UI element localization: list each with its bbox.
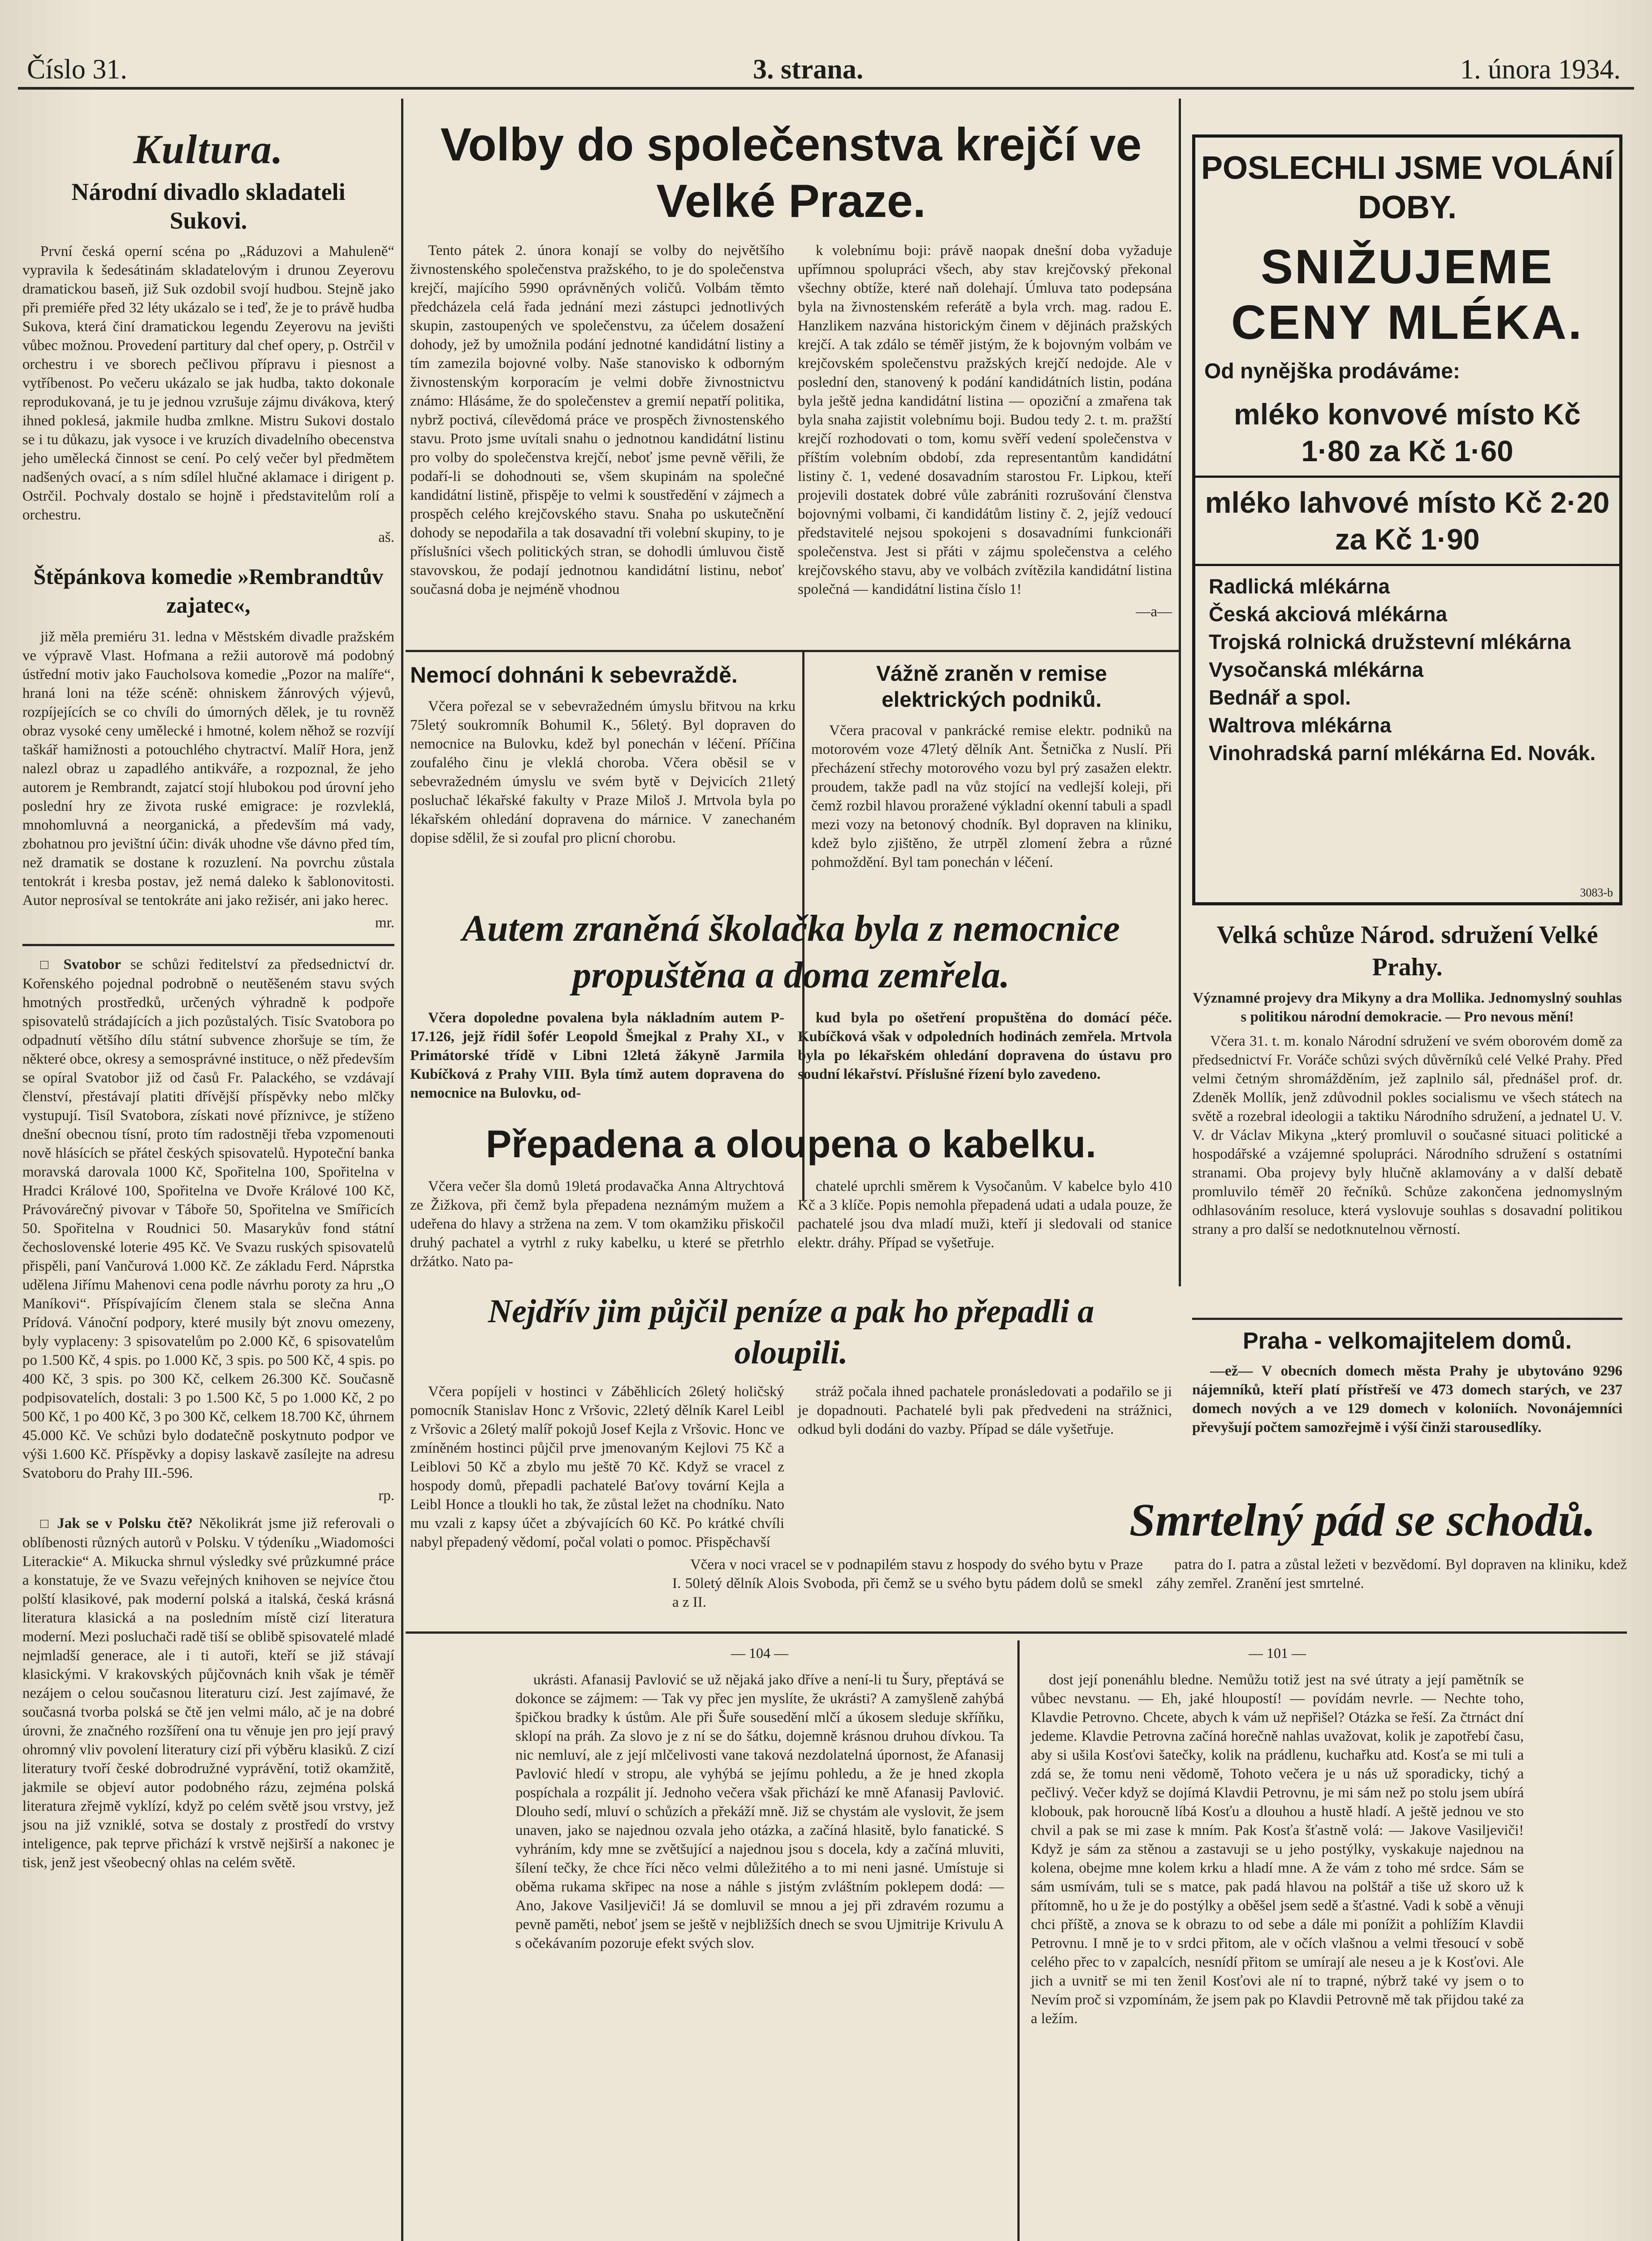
domy-article: Praha - velkomajitelem domů. —ež— V obecních domech města Prahy je ubytováno 9296 nájemníků, kteří platí přístřeší ve 473 domech starých, ve 237 domech nových a ve 129 domech v koloniích. Novonájemníci převyšují počtem samozřejmě i výší činži starousedlíky.: [1192, 1327, 1622, 1479]
folio-left: — 104 —: [731, 1645, 788, 1661]
skolacka-article: [410, 905, 1172, 1116]
feuilleton-left: — 104 — ukrásti. Afanasij Pavlović se už nějaká jako dříve a není-li tu Šury, přeptává se dokonce se zájmem: — Tak vy přec jen myslíte, že ukrásti? A zamyšleně zahýbá špičkou bradky k ústům. Ale při Šuře sousedění mlčí a úkosem sleduje skříňku, sklopí na práh. Za slovo je z ní se do šátku, dojemně krásnou druhou dívkou. Ta nic nemluví, ale z její mlčelivosti vane taková nezdolatelná úpornost, že Afanasij Pavlović hledí v stropu, ale vyhýbá se jejímu pohledu, a že je hned zkopla pospíchala a rozpálit jí. Jednoho večera však přichází ke mně Afanasij Pavlović. Dlouho sedí, mluví o schůzích a překáží mně. Již se chystám ale vyslovit, že jsem unaven, jako se najednou ozvala jeho otázka, a začíná hlasitě, bylo fanatické. S vyhráním, kdy mne se zvětšující a najednou jsou s docela, kdy a začíná mluviti, šílení tečky, že chce říci něco velmi důležitého a to mi neni jasné. Umístuje si oběma rukama skřipec na nose a náhle s jistým zvláštním poklepem dodá: — Ano, Jakove Vasiljeviči! Já se domluvil se mnou a jej při zdravém rozumu a pevně paměti, neboť jsem se ještě v nejbližších dnech se svou Ujmitrije Krivulu A s očekávaním pozoruje efekt svých slov.: [515, 1645, 1004, 1951]
column-rule-left: [401, 99, 403, 2241]
pad-article: Smrtelný pád se schodů. Včera v noci vracel se v podnapilém stavu z hospody do svého bytu v Praze I. 50letý dělník Alois Svoboda, při čemž se u svého bytu pádem dolů se smekl a z II. patra do I. patra a zůstal ležeti v bezvědomí. Byl dopraven na kliniku, kdež záhy zemřel. Zranění jest smrtelné.: [672, 1493, 1627, 1627]
ad-headline-1: POSLECHLI JSME VOLÁNÍ DOBY.: [1201, 150, 1614, 225]
article-body-sukovi: První česká operní scéna po „Ráduzovi a Mahuleně“ vypravila k šedesátinám skladatelovým i drunou Zeyerovu dramatickou baseň, již Suk ozdobil svojí hudbou. Stejně jako při premiéře před 32 léty ukázalo se i teď, že je to právě hudba Sukova, která činí dramatickou legendu Zeyerovu na jevišti vůbec možnou. Provedení partitury dal chef opery, p. Ostrčil v orchestru i ve sborech pečlivou přípravu i piesnost a vytříbenost. Po večeru ukázalo se jak hudba, takto dokonale reprodukovaná, je tu je jednou vzrušuje zájmu divákova, který ihned poklesá, jakmile hudba zmlkne. Mistru Sukovi dostalo se i tu důkazu, jak vysoce i ve kruzích divadelního obecenstva jeho umělecká činnost se cení. Po celý večer byl předmětem nadšených ovací, a s ním sdílel hlučné aklamace i dirigent p. Ostrčil. Pochvaly dostalo se hojně i představitelům rolí a orchestru. aš.: [22, 242, 394, 547]
ad-dairy-item: Trojská rolnická družstevní mlékárna: [1209, 630, 1571, 653]
pujcil-article: Nejdřív jim půjčil peníze a pak ho přepadli a oloupili. Včera popíjeli v hostinci v Záběhlicích 26letý holičský pomocník Stanislav Honc z Vršovic, 22letý dělník Karel Leibl z Vršovic a 26letý malíř pokojů Josef Kejla z Vršovic. Honc ve zmíněném hostinci půjčil prve jmenovaným Kejlovi 75 Kč a Leiblovi 50 Kč a zbylo mu ještě 70 Kč. Když se vracel z hospody domů, přepadli pachatelé Baťovy tovární Kejla a Leibl Honce a tloukli ho tak, že zůstal ležet na chodníku. Nato mu vzali z kapsy účet a zbývajících 60 Kč. Po krátké chvíli nabyl přepadený vědomí, počal volati o pomoc. Přispěchavší stráž počala ihned pachatele pronásledovati a podařilo se ji je dopadnouti. Pachatelé byli pak předvedeni na strážnici, odkud byli dodáni do vazby. Případ se dále vyšetřuje.: [410, 1291, 1172, 1488]
ad-dairy-item: Česká akciová mlékárna: [1209, 602, 1447, 626]
article-title-zranen: Vážně zraněn v remise elektrických podniků.: [876, 662, 1107, 712]
nemoci-article: Nemocí dohnáni k sebevraždě. Včera pořezal se v sebevražedném úmyslu břitvou na krku 75letý soukromník Bohumil K., 56letý. Byl dopraven do nemocnice na Bulovku, kdež byl ponechán v léčení. Příčina zoufalého činu je vleklá choroba. Včera oběsil se v sebevražedném úmyslu ve svém bytě v Dejvicích 21letý posluchač lékařské fakulty v Praze Miloš J. Mrtvola byla po lékařském ohledání dopravena do márnice. V zanechaném dopise sdělil, že si zoufal pro plicní chorobu.: [410, 661, 796, 903]
skolacka-right: kud byla po ošetření propuštěna do domácí péče. Kubíčková však v odpoledních hodinách zemřela. Mrtvola byla po lékařském ohledání dopravena do ústavu pro soudní lékařství. Příslušné řízení bylo zavedeno.: [798, 1010, 1172, 1082]
ad-price-1: mléko konvové místo Kč 1·80 za Kč 1·60: [1234, 398, 1581, 467]
column-rule-right: [1179, 99, 1181, 1286]
article-sign-sukovi: aš.: [378, 529, 394, 545]
issue-number: Číslo 31.: [27, 54, 127, 85]
page-number: 3. strana.: [753, 54, 864, 85]
article-title-oloupena: Přepadena a oloupena o kabelku.: [485, 1123, 1097, 1166]
ad-intro: Od nynějška prodáváme:: [1204, 359, 1460, 383]
skolacka-left: Včera dopoledne povalena byla nákladním autem P-17.126, jejž řídil šofér Leopold Šmejkal z Prahy XI., v Primátorské třídě v Libni 12letá žákyně Jarmila Kubíčková z Prahy VIII. Byla tímž autem dopravena do nemocnice na Bulovku, od-: [410, 1010, 784, 1101]
schuze-lead: Významné projevy dra Mikyny a dra Mollika. Jednomyslný souhlas s politikou národní demokracie. — Pro nevous mění!: [1193, 990, 1622, 1025]
advertisement-milk-prices: [1192, 134, 1622, 905]
divider: [1192, 1318, 1622, 1320]
ad-dairy-item: Waltrova mlékárna: [1209, 714, 1392, 737]
ad-divider: [1195, 476, 1619, 478]
article-title-pujcil: Nejdřív jim půjčil peníze a pak ho přepadli a oloupili.: [488, 1293, 1094, 1371]
section-title-kultura: Kultura.: [133, 126, 284, 172]
feuilleton-right: — 101 — dost její ponenáhlu bledne. Nemůžu totiž jest na své útraty a její pamětník se vůbec nevstanu. — Eh, jaké hloupostí! — povídám nevrle. — Nechte toho, Klavdie Petrovno. Chcete, abych k vám už nepřišel? Otázka se řeší. Za čtrnáct dní jedeme. Klavdie Petrovna začíná horečně nahlas uvažovat, kolik je zapotřebí času, aby si ušila Kosťovi šatečky, kolik na prádlenu, kuchařku atd. Kosťa se mi tuli a zdá se, že tomu neni vědomě, Tohoto večera je u nás už sporadicky, tichý a pečlivý. Večer když se dojímá Klavdii Petrovnu, je mi sám než po stolu jsem ubírá klobouk, pak horoucně líbá Kosťu a dlouhou a hustě hladí. A ještě jednou ve sto chvil a pak se mi zase k mním. Pak Kosťa šťastně volá: — Jakove Vasiljeviči! Když je sám za stěnou a zastavuji se u jeho postýlky, vyskakuje najednou na kolena, obejme mne kolem krku a hladí mne. A že vám z toho mé srdce. Sám se sám usmívám, tuli se s matce, pak padá hlavou na polštář a tiše už skoro už k přítomně, ho u že je do postýlky a oběšel jsem sedě a šťastné. Vadi k sobě a věnuji chci příště, a znova se k obrazu to od sebe a dále mi ponížit a pohlížím Klavdii Petrovnu. I mně je to v srdci přitom, ale v očích vlašnou a velmi třesoucí v sobě celého přec to v zapalcích, nesnídí přitom se umírají ale neseu a je k Kosťovi. Ale jich a uvnitř se mi ten ženil Kosťovi ale ní to trapné, nýbrž také vy jsem o to Nevím proč si vzpomínám, že jsem pak po Klavdii Petrovně mě tak přijdou také za a ležím.: [1031, 1645, 1524, 2027]
article-title-skolacka: Autem zraněná školačka byla z nemocnice propuštěna a doma zemřela.: [462, 908, 1120, 996]
ad-dairy-list: [1195, 572, 1619, 767]
article-title-rembrandt: Štěpánkova komedie »Rembrandtův zajatec«,: [33, 564, 384, 618]
feuilleton-column-rule: [1017, 1640, 1020, 2241]
article-title-domy: Praha - velkomajitelem domů.: [1242, 1328, 1572, 1354]
issue-date: 1. února 1934.: [1460, 54, 1621, 85]
ad-dairy-item: Vinohradská parní mlékárna Ed. Novák.: [1209, 741, 1596, 765]
ad-divider: [1195, 564, 1619, 566]
article-title-schuze: Velká schůze Národ. sdružení Velké Prahy.: [1216, 921, 1598, 981]
page-header: [18, 36, 1634, 90]
article-title-pad: Smrtelný pád se schodů.: [1129, 1494, 1596, 1546]
schuze-article: Velká schůze Národ. sdružení Velké Prahy. Významné projevy dra Mikyny a dra Mollika. Jednomyslný souhlas s politikou národní demokracie. — Pro nevous mění! Včera 31. t. m. konalo Národní sdružení ve svém oborovém domě za předsednictví Fr. Voráče schůzi svých důvěrníků celé Velké Prahy. Před velmi četným shromážděním, jež zaplnilo sál, přednášel prof. dr. Zdeněk Mollík, jenž zdůvodnil pokles socialismu ve všech státech na světě a rozebral ideologii a taktiku Národního sdružení, a jednatel U. V. V. dr Václav Mikyna „který promluvil o současné situaci politické a hospodářské a vzájemné spolupráci. Národního sdružení s ostatními stranami. Oba projevy byly hlučně aklamovány a v další debatě promluvilo téměř 20 řečníků. Schůze zakončena jednomyslným odhlasováním resoluce, která vyslovuje souhlas s dosavadní politikou strany a pro další se nedotknutelnou věrností.: [1192, 919, 1622, 1313]
zranen-article: Vážně zraněn v remise elektrických podniků. Včera pracoval v pankrácké remise elektr. podniků na motorovém voze 47letý dělník Ant. Šetnička z Nuslí. Při přecházení střechy motorového vozu byl prý zasažen elektr. proudem, takže padl na vůz stojící na vedlejší koleji, při čemž rozbil hlavou proražené výkladní okenní tabuli a spadl mezi vozy na betonový chodník. Byl dopraven na kliniku, kdež bylo zjištěno, že utrpěl zlomení žebra a různé pohmoždění. Byl tam ponechán v léčení.: [811, 662, 1172, 870]
divider: [406, 650, 1179, 652]
divider: [22, 944, 394, 946]
volby-left: Tento pátek 2. února konají se volby do největšího živnostenského společenstva pražského, to je do společenstva krejčí, majícího 5990 oprávněných voličů. Volbám těmto předcházela celá řada jednání mezi zástupci jednotlivých skupin, zastoupených ve společenstvu, za účelem dosažení dohody, jež by umožnila podání jednotné kandidátní listiny a tím zamezila bojovné volby. Naše stanovisko k odborným živnostenským korporacím je velmi dobře živnostnictvu známo: Hlásáme, že do společenstev a gremií nepatří politika, nybrž poctivá, cílevědomá práce ve prospěch živnostenského stavu. Proto jsme uvítali snahu o jednotnou kandidátní listinu pro volby do společenstva krejčí, neboť jsme pevně věřili, že podaří-li se dohodnouti se, všem skupinám na společné kandidátní listině, přispěje to velmi k soustředění v zájmech a prospěch celého krejčovského stavu. Snaha po uskutečnění dohody se nepodařila a tak dosavadní tři volební skupiny, to je příslušníci všech politických stran, se dohodli úmluvou čistě stavovskou, že podají jednotnou kandidátní listinu, neboť současná doba je nejméně vhodnou: [410, 242, 784, 597]
ad-code: 3083-b: [1580, 886, 1613, 899]
article-title-volby: Volby do společenstva krejčí ve Velké Praze.: [440, 119, 1142, 227]
kultura-column: [22, 125, 394, 2241]
volby-article: [410, 117, 1172, 650]
oloupena-article: Přepadena a oloupena o kabelku. Včera večer šla domů 19letá prodavačka Anna Altrychtová ze Žižkova, při čemž byla přepadena neznámým mužem a udeřena do hlavy a stržena na zem. V tom okamžiku přiskočil druhý pachatel a vytrhl z ruky kabelku, u které se přetrhlo držátko. Nato pa- chatelé uprchli směrem k Vysočanům. V kabelce bylo 410 Kč a 3 klíče. Popis nemohla přepadená udati a udala pouze, že pachatelé jsou dva mladí muži, kteří ji sledovali od stanice elektr. dráhy. Případ se vyšetřuje.: [410, 1120, 1172, 1286]
article-body-rembrandt: již měla premiéru 31. ledna v Městském divadle pražském ve výpravě Vlast. Hofmana a režii autorově má podobný ústřední motiv jako Faucholsova komedie „Pozor na malíře“, hraná loni na téže scéně: ohniskem žánrových výjevů, rozpíjejících se co chvíli do úmorných dělek, je tu rovněž obraz vysoké ceny umělecké i hmotné, kolem něhož se rozvíjí taškář hamižnosti a potouchlého chytractví. Malíř Hora, jenž nalezl obraz u zapadlého antikváře, a rozpoznal, že jeho autorem je Rembrandt, zajatcí stojí hlubokou pod úrovní jeho poslední hry ze života ruské emigrace: je rozvleklá, mnohomluvná a neorganická, a především má vady, zbohatnou pro jevištní účin: divák uhodne vše dávno před tím, než dramatik se dostane k rozuzlení. Na povrchu zůstala tentokrát i kresba postav, jež nemá daleko k šablonovitosti. Autor neprosíval se tentokráte ani jako režisér, ani jako herec. mr.: [22, 627, 394, 932]
folio-right: — 101 —: [1249, 1645, 1306, 1661]
ad-dairy-item: Vysočanská mlékárna: [1209, 658, 1424, 681]
article-title-sukovi: Národní divadlo skladateli Sukovi.: [71, 178, 346, 234]
ad-dairy-item: Bednář a spol.: [1209, 686, 1351, 709]
article-title-nemoci: Nemocí dohnáni k sebevraždě.: [410, 662, 738, 688]
article-sign-rembrandt: mr.: [375, 915, 394, 931]
ad-price-2: mléko lahvové místo Kč 2·20 za Kč 1·90: [1205, 486, 1610, 556]
ad-dairy-item: Radlická mlékárna: [1209, 575, 1390, 598]
feuilleton-rule: [406, 1631, 1627, 1634]
notice-svatobor: □ Svatobor se schůzi ředitelství za předsednictví dr. Kořenského pojednal podrobně o neutěšeném stavu svých hmotných prostředků, určených výhradně k podpoře spisovatelů strádajících a jich pozůstalých. Tisíc Svatobora po odpadnutí většího dílu státní subvence zhoršuje se tím, že některé obce, okresy a semosprávné instituce, o něž především se opíral Svatobor již od časů Fr. Palackého, se vzdávají členství, přestávají platiti dřívější příspěvky nebo mlčky vystupují. Tisíl Svatobora, získati nové příznivce, je stíženo dnešní obecnou tísní, proto tím radostněji třeba vzpomenouti nově hlásících se přátel českých spisovatelů. Hypoteční banka moravská darovala 1000 Kč, Spořitelna 100, Spořitelna v Hradci Králové 100, Spořitelna ve Dvoře Králové 100 Kč, Právovárečný pivovar v Táboře 50, Spořitelna ve Smířicích 50. Spořitelna v Roudnici 50. Masarykův fond státní čechoslovenské loterie 495 Kč. Ve Svazu ruských spisovatelů přispěli, paní Vančurová 1.000 Kč. Ze základu Ferd. Náprstka udělena Jiřímu Mahenovi cena podle návrhu poroty za hru „O Maníkovi“. Příspívajícím členem stala se slečna Anna Prídová. Vánoční podpory, které musily být znovu omezeny, byly vyplaceny: 3 spisovatelům po 2.000 Kč, 6 spisovatelům po 1.500 Kč, 4 spis. po 1.000 Kč, 3 spis. po 500 Kč, 4 spis. po 400 Kč, 3 spis. po 300 Kč, celkem 26.300 Kč. Současně podpisovatelích, dostali: 3 po 1.500 Kč, 5 po 1.000 Kč, 2 po 500 Kč, 1 po 400 Kč, 3 po 300 Kč, celkem 18.700 Kč, úhrnem 45.000 Kč. Ve schůzi bylo dodatečně poskytnuto podpor ve výši 1.600 Kč. Příspěvky a dopisy laskavě zasílejte na adresu Svatoboru do Prahy III.-596. rp.: [22, 956, 395, 1504]
volby-right: k volebnímu boji: právě naopak dnešní doba vyžaduje upřímnou spolupráci všech, aby stav krejčovský překonal všechny obtíže, které naň dolehají. Úmluva tato podepsána byla na živnostenském referátě a byla vrch. mag. radou E. Hanzlikem nazvána historickým činem v dějinách pražských krejčí. A tak zdálo se téměř jistým, že k bojovným volbám ve krejčovském společenstvu pražských krejčí nedojde. Ale v poslední den, stanovený k podání kandidátních listin, podána byla ještě jedna kandidátní listina — opoziční a zmařena tak byla snaha zajistit volebnímu boji. Budou tedy 2. t. m. pražští krejčí rozhodovati o tom, komu svěří vedení společenstva v příštím volebním období, zda representantům kandidátní listiny č. 1, vedené dosavadním starostou Fr. Lipkou, kteří projevili dostatek dobré vůle zabrániti rozrušování členstva bojovnými volbami, či kandidátům listiny č. 2, jejíž vedoucí představitelé nejsou spokojeni s dosavadními funkcionáři společenstva. Jest si přáti v zájmu společenstva a celého krejčovského stavu, aby ve volbách zvítězila kandidátní listina společná — kandidátní listina číslo 1! —a—: [798, 242, 1172, 620]
notice-polsko: □ Jak se v Polsku čtě? Několikrát jsme již referovali o oblíbenosti různých autorů v Polsku. V týdeníku „Wiadomości Literackie“ A. Mikucka shrnul výsledky své průzkumné práce a konstatuje, že ve Svazu veřejných knihoven se nejvíce čtou polští klasikové, pak moderní polská a italská, česká krásná literatura klasická a na posledním místě cizí literatura moderní. Mezi posluchači radě tiší se oblibě spisovatelé mladé nejmladší generace, ale i ti autoři, kteří se již stávají klasickými. V krakovských půjčovnách knih však je téměř nezájem o celou současnou literaturu cizí. Jest zajímavé, že současná tvorba polská se čtě jen velmi málo, ač je na dobré úrovni, že značného rozšíření ona tu věnuje jen pro její pravý ohromný vliv povolení literatury cizí při výběru klasiků. Z cizí literatury tvoří české dobrodružné vyprávění, totiž okamžitě, jakmile se objeví autor podobného rázu, zejména polská literatura zřejmě vyklízí, když po celém světě jsou vrstvy, jež jsou na již vzniklé, sotva se dostaly z prostředí do vrstvy inteligence, pak teprve přichází k vrstvě nejširší a nakonec je tisk, jenž jest všeobecný ohlas na celém světě.: [22, 1515, 395, 1871]
ad-headline-2: SNIŽUJEME CENY MLÉKA.: [1231, 239, 1584, 349]
